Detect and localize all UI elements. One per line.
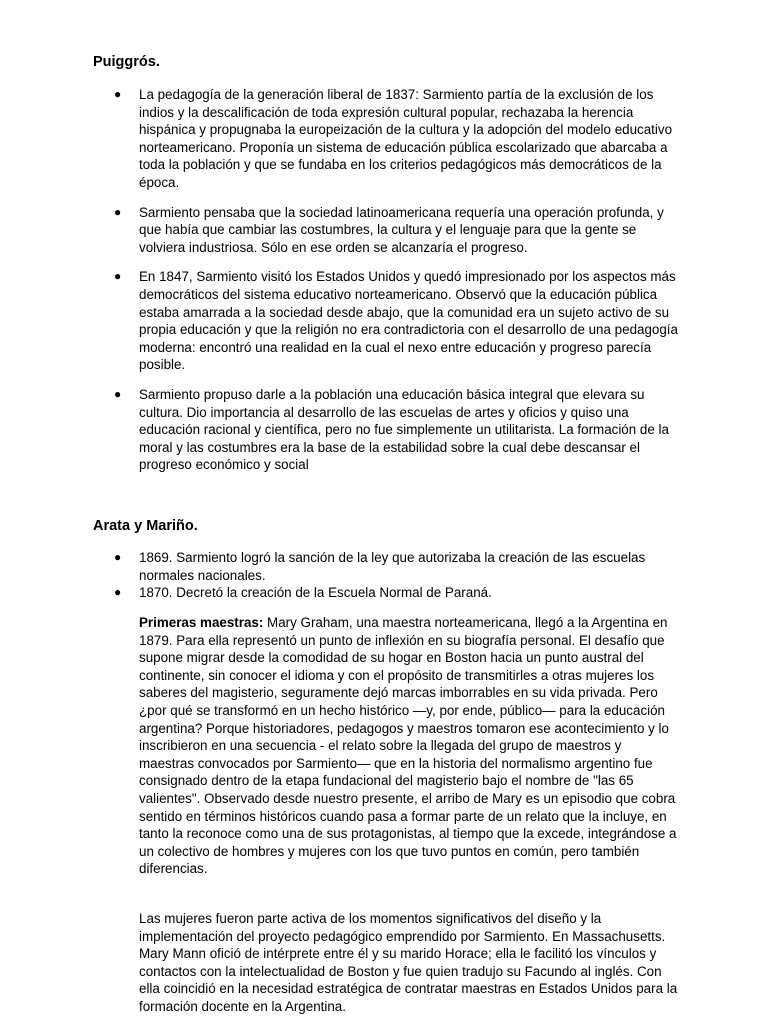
bullet-icon: ● bbox=[114, 87, 122, 101]
list-item-text: En 1847, Sarmiento visitó los Estados Unidos y quedó impresionado por los aspectos más democráticos del sistema educativo norteamericano. Observó que la educación pública estaba amarrada a la sociedad desde abajo, que la comunidad era un sujeto activo de su propia educación y que la religión no era contradictoria con el desarrollo de una pedagogía moderna: encontró una realidad en la cual el nexo entre educación y progreso parecía posible. bbox=[139, 269, 678, 373]
list-item-text: 1870. Decretó la creación de la Escuela Normal de Paraná. bbox=[139, 585, 492, 601]
list-item bbox=[0, 584, 679, 602]
section-heading-puiggros: Puiggrós. bbox=[93, 54, 160, 70]
list-item-text: Sarmiento propuso darle a la población una educación básica integral que elevara su cultura. Dio importancia al desarrollo de las escuelas de artes y oficios y quiso una educación racional y científica, pero no fue simplemente un utilitarista. La formación de la moral y las costumbres era la base de la estabilidad sobre la cual debe descansar el progreso económico y social bbox=[139, 386, 669, 473]
list-item-text: Sarmiento pensaba que la sociedad latinoamericana requería una operación profunda, y que había que cambiar las costumbres, la cultura y el lenguaje para que la gente se volviera industriosa. Sólo en ese orden se alcanzaría el progreso. bbox=[139, 204, 664, 255]
paragraph-mujeres: Las mujeres fueron parte activa de los momentos significativos del diseño y la implementación del proyecto pedagógico emprendido por Sarmiento. En Massachusetts. Mary Mann ofició de intérprete entre él y su marido Horace; ella le facilitó los vínculos y contactos con la intelectualidad de Boston y fue quien tradujo su Facundo al inglés. Con ella coincidió en la necesidad estratégica de contratar maestras en Estados Unidos para la formación docente en la Argentina. bbox=[139, 911, 678, 1014]
bullet-icon: ● bbox=[114, 585, 122, 600]
puiggros-bullet-list bbox=[0, 86, 768, 474]
paragraph-primeras-maestras bbox=[139, 614, 679, 878]
bullet-icon: ● bbox=[114, 269, 122, 284]
paragraph-lead: Primeras maestras: bbox=[139, 615, 264, 630]
bullet-icon: ● bbox=[114, 204, 122, 219]
bullet-icon: ● bbox=[114, 550, 122, 564]
bullet-icon: ● bbox=[114, 386, 122, 401]
list-item bbox=[0, 86, 679, 192]
section-heading-arata-marino: Arata y Mariño. bbox=[93, 518, 198, 534]
paragraph-body: Mary Graham, una maestra norteamericana, llegó a la Argentina en 1879. Para ella representó un punto de inflexión en su biografía personal. El desafío que supone migrar desde la comodidad de su hogar en Boston hacia un punto austral del continente, sin conocer el idioma y con el propósito de transmitirles a otras mujeres los saberes del magisterio, seguramente dejó marcas imborrables en su vida privada. Pero ¿por qué se transformó en un hecho histórico —y, por ende, público— para la educación argentina? Porque historiadores, pedagogos y maestros tomaron ese acontecimiento y lo inscribieron en una secuencia - el relato sobre la llegada del grupo de maestros y maestras convocados por Sarmiento— que en la historia del normalismo argentino fue consignado dentro de la etapa fundacional del magisterio bajo el nombre de "las 65 valientes". Observado desde nuestro presente, el arribo de Mary es un episodio que cobra sentido en términos históricos cuando pasa a formar parte de un relato que la incluye, en tanto la reconoce como una de sus protagonistas, al tiempo que la excede, integrándose a un colectivo de hombres y mujeres con los que tuvo puntos en común, pero también diferencias. bbox=[139, 615, 677, 877]
list-item bbox=[0, 549, 679, 584]
list-item-text: 1869. Sarmiento logró la sanción de la ley que autorizaba la creación de las escuelas normales nacionales. bbox=[139, 550, 646, 583]
list-item bbox=[0, 386, 679, 474]
list-item bbox=[0, 268, 679, 374]
list-item-text: La pedagogía de la generación liberal de 1837: Sarmiento partía de la exclusión de los indios y la descalificación de toda expresión cultural popular, rechazaba la herencia hispánica y propugnaba la europeización de la cultura y la adopción del modelo educativo norteamericano. Proponía un sistema de educación pública escolarizado que abarcaba a toda la población y que se fundaba en los criterios pedagógicos más democráticos de la época. bbox=[139, 87, 673, 190]
list-item bbox=[0, 204, 679, 257]
arata-bullet-list bbox=[0, 549, 768, 602]
